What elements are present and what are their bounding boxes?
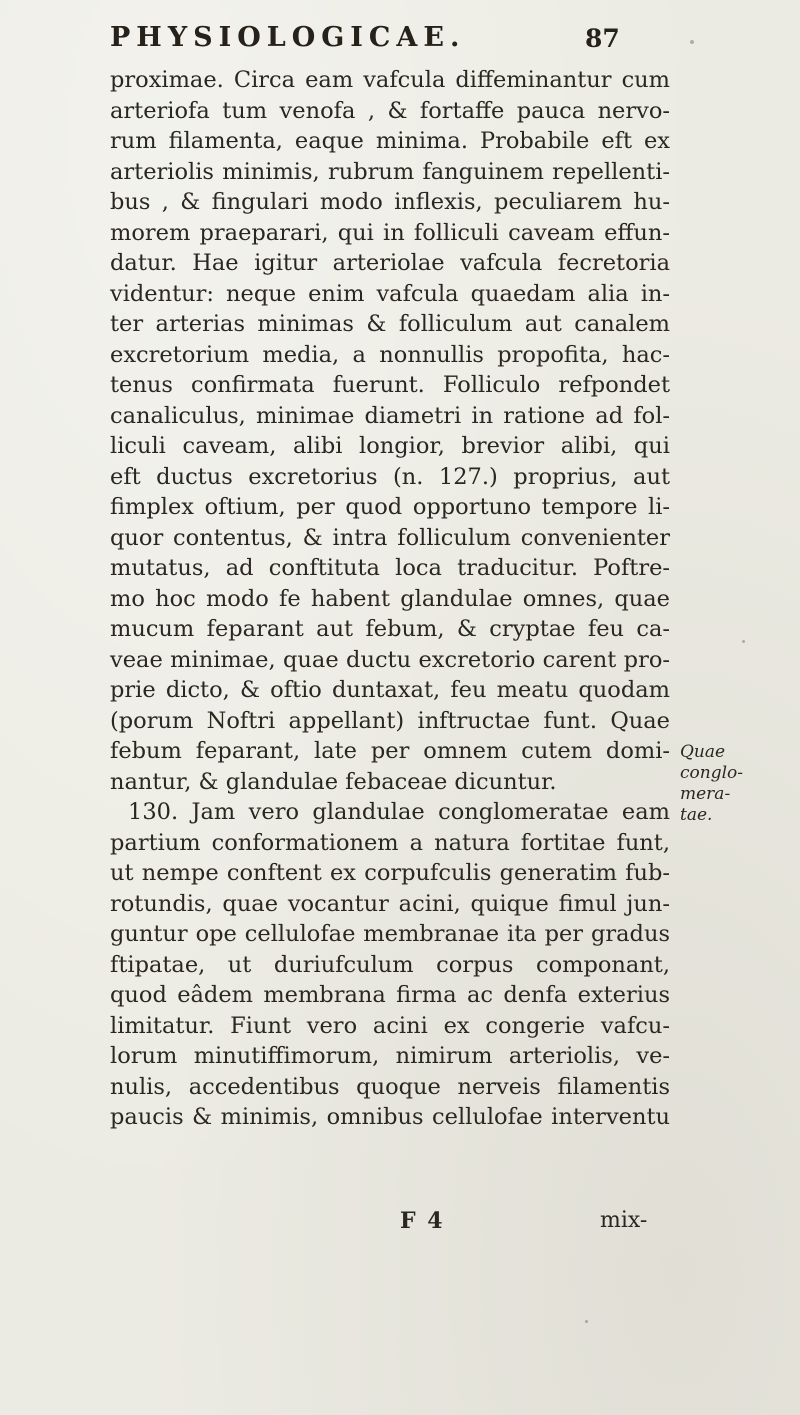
text-line: partium conformationem a natura fortitae funt, [110, 829, 670, 856]
text-line: arteriofa tum venofa , & fortaffe pauca nervo- [110, 97, 670, 124]
text-line: canaliculus, minimae diametri in ratione ad fol- [110, 402, 670, 429]
section-130-line: 130. Jam vero glandulae conglomeratae eam [128, 799, 670, 825]
text-line: limitatur. Fiunt vero acini ex congerie vafcu- [110, 1012, 670, 1039]
text-line: morem praeparari, qui in folliculi caveam effun- [110, 219, 670, 246]
text-line: mutatus, ad conftituta loca traducitur. Poftre- [110, 555, 670, 581]
text-line: rum filamenta, eaque minima. Probabile eft ex [110, 128, 670, 154]
margin-note-line: tae. [680, 805, 713, 825]
paper-speck [585, 1320, 588, 1323]
signature-mark: F 4 [400, 1208, 445, 1234]
text-line: proximae. Circa eam vafcula diffeminantur cum [110, 67, 670, 93]
margin-note-line: Quae [680, 742, 726, 762]
margin-note-line: conglo- [680, 763, 744, 783]
text-line: ut nempe conftent ex corpufculis generatim fub- [110, 860, 670, 886]
text-line: bus , & fingulari modo inflexis, peculiarem hu- [110, 189, 670, 215]
running-head: PHYSIOLOGICAE. [110, 22, 466, 53]
text-line: febum feparant, late per omnem cutem domi- [110, 738, 670, 764]
page-number: 87 [585, 24, 620, 53]
text-line: ter arterias minimas & folliculum aut canalem [110, 311, 670, 337]
text-line: guntur ope cellulofae membranae ita per gradus [110, 921, 670, 947]
text-line: ftipatae, ut duriufculum corpus componant, [110, 951, 670, 978]
text-line: nantur, & glandulae febaceae dicuntur. [110, 768, 557, 795]
paper-speck [690, 40, 694, 44]
page-header [110, 12, 640, 62]
margin-note [680, 742, 780, 826]
text-line: mucum feparant aut febum, & cryptae feu ca- [110, 616, 670, 642]
text-line: excretorium media, a nonnullis propofita, hac- [110, 341, 670, 368]
text-line: nulis, accedentibus quoque nerveis filamentis [110, 1073, 670, 1100]
text-line: liculi caveam, alibi longior, brevior alibi, qui [110, 433, 670, 459]
text-line: datur. Hae igitur arteriolae vafcula fecretoria [110, 250, 670, 276]
text-line: paucis & minimis, omnibus cellulofae interventu [110, 1104, 670, 1130]
paper-speck [742, 640, 745, 643]
catchword: mix- [600, 1208, 648, 1233]
text-line: arteriolis minimis, rubrum fanguinem repellenti- [110, 158, 670, 185]
text-line: videntur: neque enim vafcula quaedam alia in- [110, 280, 670, 307]
text-line: veae minimae, quae ductu excretorio carent pro- [110, 646, 670, 673]
text-line: quor contentus, & intra folliculum convenienter [110, 524, 670, 551]
text-line: prie dicto, & oftio duntaxat, feu meatu quodam [110, 677, 670, 703]
text-line: (porum Noftri appellant) inftructae funt. Quae [110, 707, 670, 734]
margin-note-line: mera- [680, 784, 731, 804]
body-text [110, 65, 670, 1133]
text-line: fimplex oftium, per quod opportuno tempore li- [110, 494, 670, 520]
text-line: eft ductus excretorius (n. 127.) proprius, aut [110, 463, 670, 490]
text-line: lorum minutiffimorum, nimirum arteriolis, ve- [110, 1043, 670, 1069]
text-line: mo hoc modo fe habent glandulae omnes, quae [110, 585, 670, 612]
text-line: quod eâdem membrana firma ac denfa exterius [110, 982, 670, 1008]
text-line: tenus confirmata fuerunt. Folliculo refpondet [110, 372, 670, 398]
text-line: rotundis, quae vocantur acini, quique fimul jun- [110, 890, 670, 917]
